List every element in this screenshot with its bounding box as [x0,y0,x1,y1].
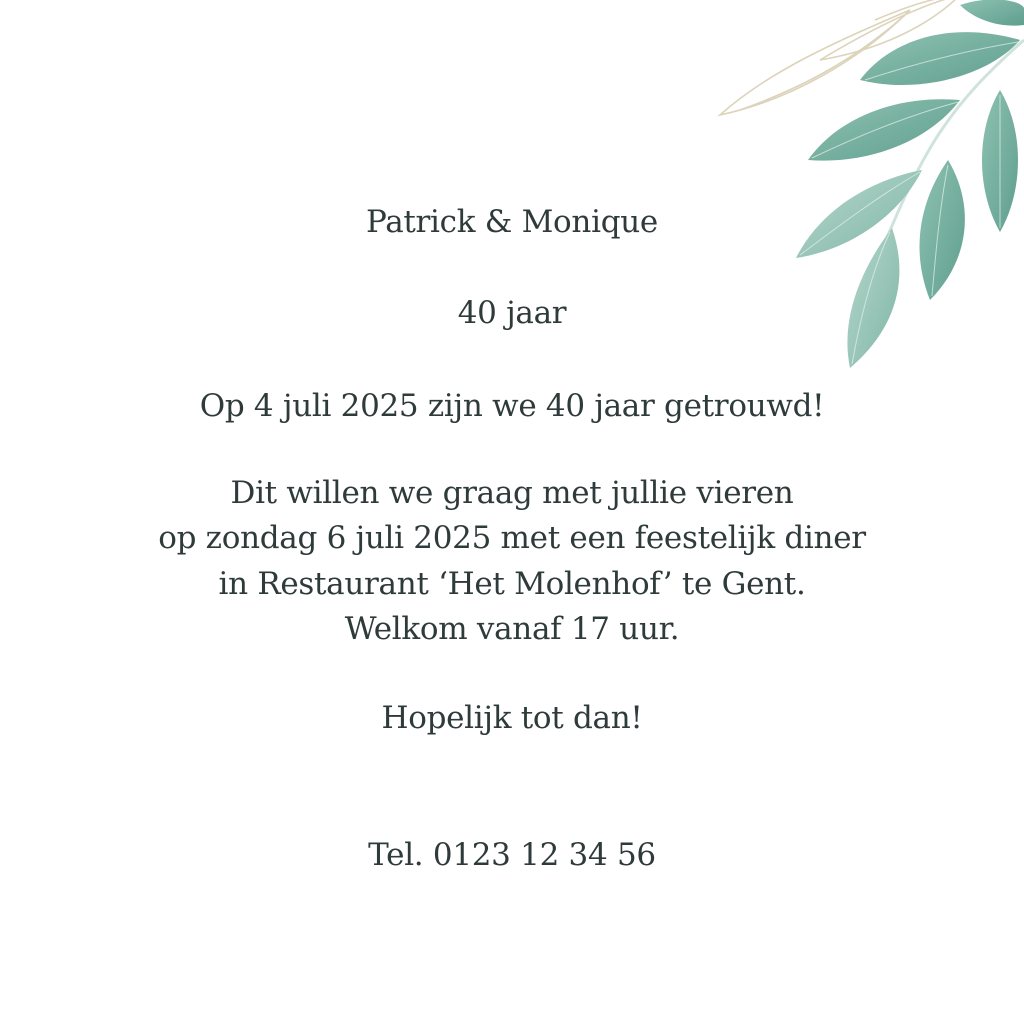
details-line-4: Welkom vanaf 17 uur. [344,611,680,647]
closing-text: Hopelijk tot dan! [381,700,643,736]
anniversary-years: 40 jaar [457,295,567,331]
details-line-2: op zondag 6 juli 2025 met een feestelijk diner [158,520,866,556]
phone-number: Tel. 0123 12 34 56 [368,837,656,873]
anniversary-announcement: Op 4 juli 2025 zijn we 40 jaar getrouwd! [199,388,825,424]
details-line-1: Dit willen we graag met jullie vieren [230,475,794,511]
couple-names: Patrick & Monique [366,204,658,240]
details-line-3: in Restaurant ‘Het Molenhof’ te Gent. [218,566,806,602]
